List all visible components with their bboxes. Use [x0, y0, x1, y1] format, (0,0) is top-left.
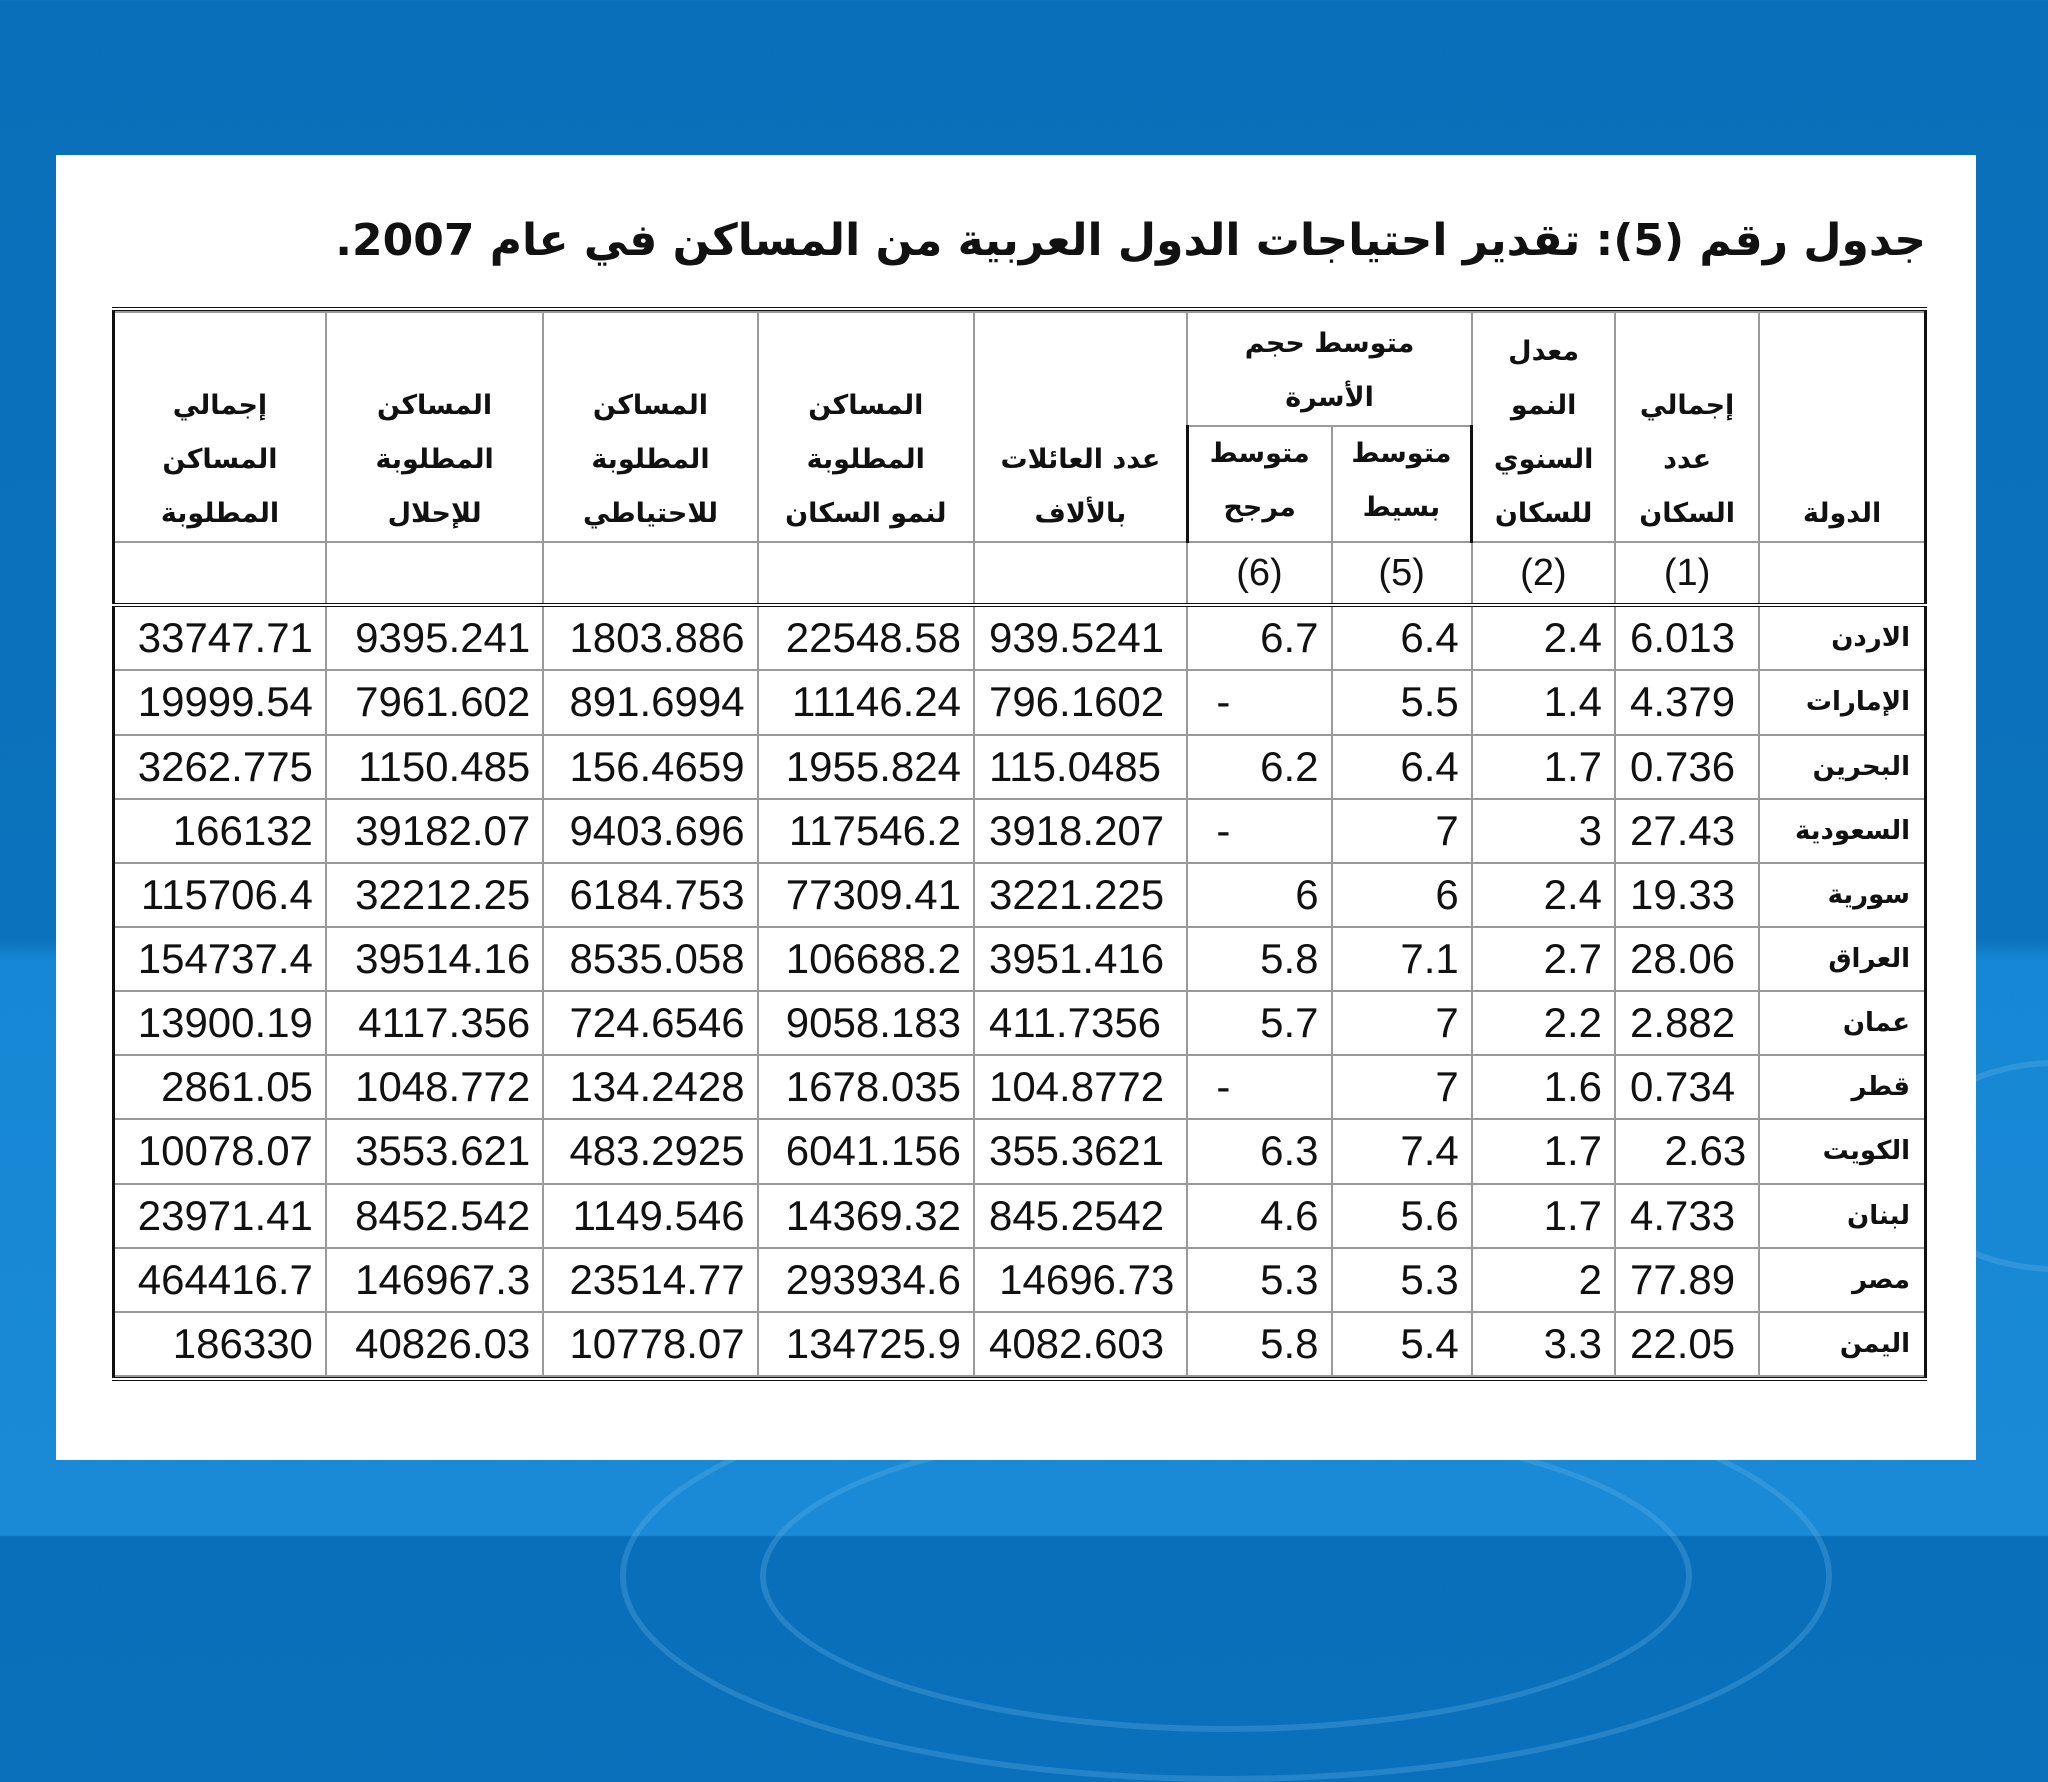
growth-housing-cell: 106688.2: [758, 927, 974, 991]
weighted-average-cell: 5.8: [1187, 927, 1331, 991]
table-row: [114, 670, 1926, 734]
growth-housing-cell: 77309.41: [758, 863, 974, 927]
growth-rate-cell: 2.4: [1472, 863, 1615, 927]
total-housing-cell: 154737.4: [114, 927, 326, 991]
weighted-average-cell: 5.3: [1187, 1248, 1331, 1312]
table-frame: [112, 307, 1927, 1381]
total-housing-cell: 464416.7: [114, 1248, 326, 1312]
population-cell: 22.05: [1615, 1312, 1759, 1376]
families-cell: 104.8772: [974, 1055, 1187, 1119]
total-housing-cell: 166132: [114, 799, 326, 863]
reserve-housing-cell: 23514.77: [543, 1248, 757, 1312]
weighted-average-cell: -: [1187, 799, 1331, 863]
weighted-average-cell: 6.7: [1187, 605, 1331, 670]
replacement-housing-cell: 9395.241: [326, 605, 543, 670]
country-cell: مصر: [1759, 1248, 1925, 1312]
growth-housing-cell: 1678.035: [758, 1055, 974, 1119]
weighted-average-cell: 6.2: [1187, 735, 1331, 799]
weighted-average-cell: -: [1187, 1055, 1331, 1119]
replacement-housing-cell: 3553.621: [326, 1119, 543, 1183]
families-cell: 14696.73: [974, 1248, 1187, 1312]
weighted-average-cell: 6: [1187, 863, 1331, 927]
header-row-top: [114, 312, 1926, 426]
table-row: [114, 1055, 1926, 1119]
index-cell-simple-average: (5): [1332, 542, 1472, 605]
header-total-housing: إجمالي المساكن المطلوبة: [114, 312, 326, 542]
total-housing-cell: 115706.4: [114, 863, 326, 927]
weighted-average-cell: 5.8: [1187, 1312, 1331, 1376]
table-body: [114, 605, 1926, 1376]
country-cell: الاردن: [1759, 605, 1925, 670]
reserve-housing-cell: 156.4659: [543, 735, 757, 799]
growth-rate-cell: 2.4: [1472, 605, 1615, 670]
population-cell: 19.33: [1615, 863, 1759, 927]
simple-average-cell: 5.3: [1332, 1248, 1472, 1312]
families-cell: 939.5241: [974, 605, 1187, 670]
table-title: جدول رقم (5): تقدير احتياجات الدول العربية من المساكن في عام 2007.: [335, 215, 1926, 266]
growth-rate-cell: 1.4: [1472, 670, 1615, 734]
growth-housing-cell: 11146.24: [758, 670, 974, 734]
simple-average-cell: 6: [1332, 863, 1472, 927]
country-cell: قطر: [1759, 1055, 1925, 1119]
slide-panel: [56, 155, 1976, 1460]
country-cell: السعودية: [1759, 799, 1925, 863]
growth-rate-cell: 2.7: [1472, 927, 1615, 991]
header-family-size-group: متوسط حجم الأسرة: [1187, 312, 1471, 426]
weighted-average-cell: -: [1187, 670, 1331, 734]
replacement-housing-cell: 32212.25: [326, 863, 543, 927]
table-row: [114, 863, 1926, 927]
table-row: [114, 605, 1926, 670]
population-cell: 6.013: [1615, 605, 1759, 670]
index-cell-families: [974, 542, 1187, 605]
growth-rate-cell: 2.2: [1472, 991, 1615, 1055]
families-cell: 411.7356: [974, 991, 1187, 1055]
country-cell: الإمارات: [1759, 670, 1925, 734]
total-housing-cell: 10078.07: [114, 1119, 326, 1183]
simple-average-cell: 5.4: [1332, 1312, 1472, 1376]
total-housing-cell: 3262.775: [114, 735, 326, 799]
reserve-housing-cell: 724.6546: [543, 991, 757, 1055]
simple-average-cell: 7: [1332, 1055, 1472, 1119]
replacement-housing-cell: 1048.772: [326, 1055, 543, 1119]
reserve-housing-cell: 1149.546: [543, 1184, 757, 1248]
table-row: [114, 799, 1926, 863]
families-cell: 3951.416: [974, 927, 1187, 991]
header-simple-average: متوسط بسيط: [1332, 426, 1472, 542]
header-growth-housing: المساكن المطلوبة لنمو السكان: [758, 312, 974, 542]
population-cell: 2.882: [1615, 991, 1759, 1055]
replacement-housing-cell: 39514.16: [326, 927, 543, 991]
total-housing-cell: 186330: [114, 1312, 326, 1376]
simple-average-cell: 6.4: [1332, 605, 1472, 670]
replacement-housing-cell: 146967.3: [326, 1248, 543, 1312]
replacement-housing-cell: 7961.602: [326, 670, 543, 734]
total-housing-cell: 19999.54: [114, 670, 326, 734]
background-ripple-ring: [760, 1420, 1692, 1732]
reserve-housing-cell: 6184.753: [543, 863, 757, 927]
population-cell: 4.733: [1615, 1184, 1759, 1248]
table-row: [114, 991, 1926, 1055]
growth-housing-cell: 14369.32: [758, 1184, 974, 1248]
reserve-housing-cell: 134.2428: [543, 1055, 757, 1119]
housing-needs-table: [112, 311, 1927, 1377]
index-cell-population: (1): [1615, 542, 1759, 605]
header-reserve-housing: المساكن المطلوبة للاحتياطي: [543, 312, 757, 542]
growth-rate-cell: 3: [1472, 799, 1615, 863]
total-housing-cell: 2861.05: [114, 1055, 326, 1119]
simple-average-cell: 7: [1332, 991, 1472, 1055]
growth-rate-cell: 1.6: [1472, 1055, 1615, 1119]
replacement-housing-cell: 8452.542: [326, 1184, 543, 1248]
table-row: [114, 1119, 1926, 1183]
weighted-average-cell: 6.3: [1187, 1119, 1331, 1183]
country-cell: اليمن: [1759, 1312, 1925, 1376]
table-row: [114, 1184, 1926, 1248]
weighted-average-cell: 4.6: [1187, 1184, 1331, 1248]
population-cell: 2.63: [1615, 1119, 1759, 1183]
simple-average-cell: 6.4: [1332, 735, 1472, 799]
table-row: [114, 1248, 1926, 1312]
header-replacement-housing: المساكن المطلوبة للإحلال: [326, 312, 543, 542]
population-cell: 28.06: [1615, 927, 1759, 991]
growth-housing-cell: 293934.6: [758, 1248, 974, 1312]
growth-housing-cell: 117546.2: [758, 799, 974, 863]
growth-rate-cell: 1.7: [1472, 735, 1615, 799]
reserve-housing-cell: 8535.058: [543, 927, 757, 991]
growth-housing-cell: 22548.58: [758, 605, 974, 670]
population-cell: 0.736: [1615, 735, 1759, 799]
reserve-housing-cell: 9403.696: [543, 799, 757, 863]
reserve-housing-cell: 891.6994: [543, 670, 757, 734]
population-cell: 77.89: [1615, 1248, 1759, 1312]
families-cell: 3918.207: [974, 799, 1187, 863]
families-cell: 3221.225: [974, 863, 1187, 927]
country-cell: سورية: [1759, 863, 1925, 927]
total-housing-cell: 23971.41: [114, 1184, 326, 1248]
population-cell: 27.43: [1615, 799, 1759, 863]
index-cell-growth-rate: (2): [1472, 542, 1615, 605]
replacement-housing-cell: 4117.356: [326, 991, 543, 1055]
families-cell: 4082.603: [974, 1312, 1187, 1376]
index-cell-total-housing: [114, 542, 326, 605]
growth-rate-cell: 2: [1472, 1248, 1615, 1312]
country-cell: البحرين: [1759, 735, 1925, 799]
replacement-housing-cell: 1150.485: [326, 735, 543, 799]
table-row: [114, 1312, 1926, 1376]
growth-housing-cell: 134725.9: [758, 1312, 974, 1376]
reserve-housing-cell: 1803.886: [543, 605, 757, 670]
country-cell: لبنان: [1759, 1184, 1925, 1248]
population-cell: 0.734: [1615, 1055, 1759, 1119]
simple-average-cell: 5.5: [1332, 670, 1472, 734]
header-families: عدد العائلات بالألاف: [974, 312, 1187, 542]
simple-average-cell: 7.1: [1332, 927, 1472, 991]
index-cell-growth-housing: [758, 542, 974, 605]
families-cell: 115.0485: [974, 735, 1187, 799]
total-housing-cell: 33747.71: [114, 605, 326, 670]
growth-rate-cell: 3.3: [1472, 1312, 1615, 1376]
header-country: الدولة: [1759, 312, 1925, 542]
growth-rate-cell: 1.7: [1472, 1119, 1615, 1183]
growth-housing-cell: 9058.183: [758, 991, 974, 1055]
replacement-housing-cell: 39182.07: [326, 799, 543, 863]
table-row: [114, 735, 1926, 799]
header-weighted-average: متوسط مرجح: [1187, 426, 1331, 542]
growth-housing-cell: 1955.824: [758, 735, 974, 799]
country-cell: الكويت: [1759, 1119, 1925, 1183]
index-cell-replacement-housing: [326, 542, 543, 605]
reserve-housing-cell: 483.2925: [543, 1119, 757, 1183]
population-cell: 4.379: [1615, 670, 1759, 734]
header-population: إجمالي عدد السكان: [1615, 312, 1759, 542]
country-cell: العراق: [1759, 927, 1925, 991]
index-cell-weighted-average: (6): [1187, 542, 1331, 605]
total-housing-cell: 13900.19: [114, 991, 326, 1055]
families-cell: 796.1602: [974, 670, 1187, 734]
table-row: [114, 927, 1926, 991]
header-growth-rate: معدل النمو السنوي للسكان: [1472, 312, 1615, 542]
simple-average-cell: 5.6: [1332, 1184, 1472, 1248]
country-cell: عمان: [1759, 991, 1925, 1055]
header-index-row: [114, 542, 1926, 605]
families-cell: 845.2542: [974, 1184, 1187, 1248]
simple-average-cell: 7: [1332, 799, 1472, 863]
growth-rate-cell: 1.7: [1472, 1184, 1615, 1248]
replacement-housing-cell: 40826.03: [326, 1312, 543, 1376]
reserve-housing-cell: 10778.07: [543, 1312, 757, 1376]
index-cell-reserve-housing: [543, 542, 757, 605]
families-cell: 355.3621: [974, 1119, 1187, 1183]
growth-housing-cell: 6041.156: [758, 1119, 974, 1183]
index-cell-country: [1759, 542, 1925, 605]
weighted-average-cell: 5.7: [1187, 991, 1331, 1055]
simple-average-cell: 7.4: [1332, 1119, 1472, 1183]
